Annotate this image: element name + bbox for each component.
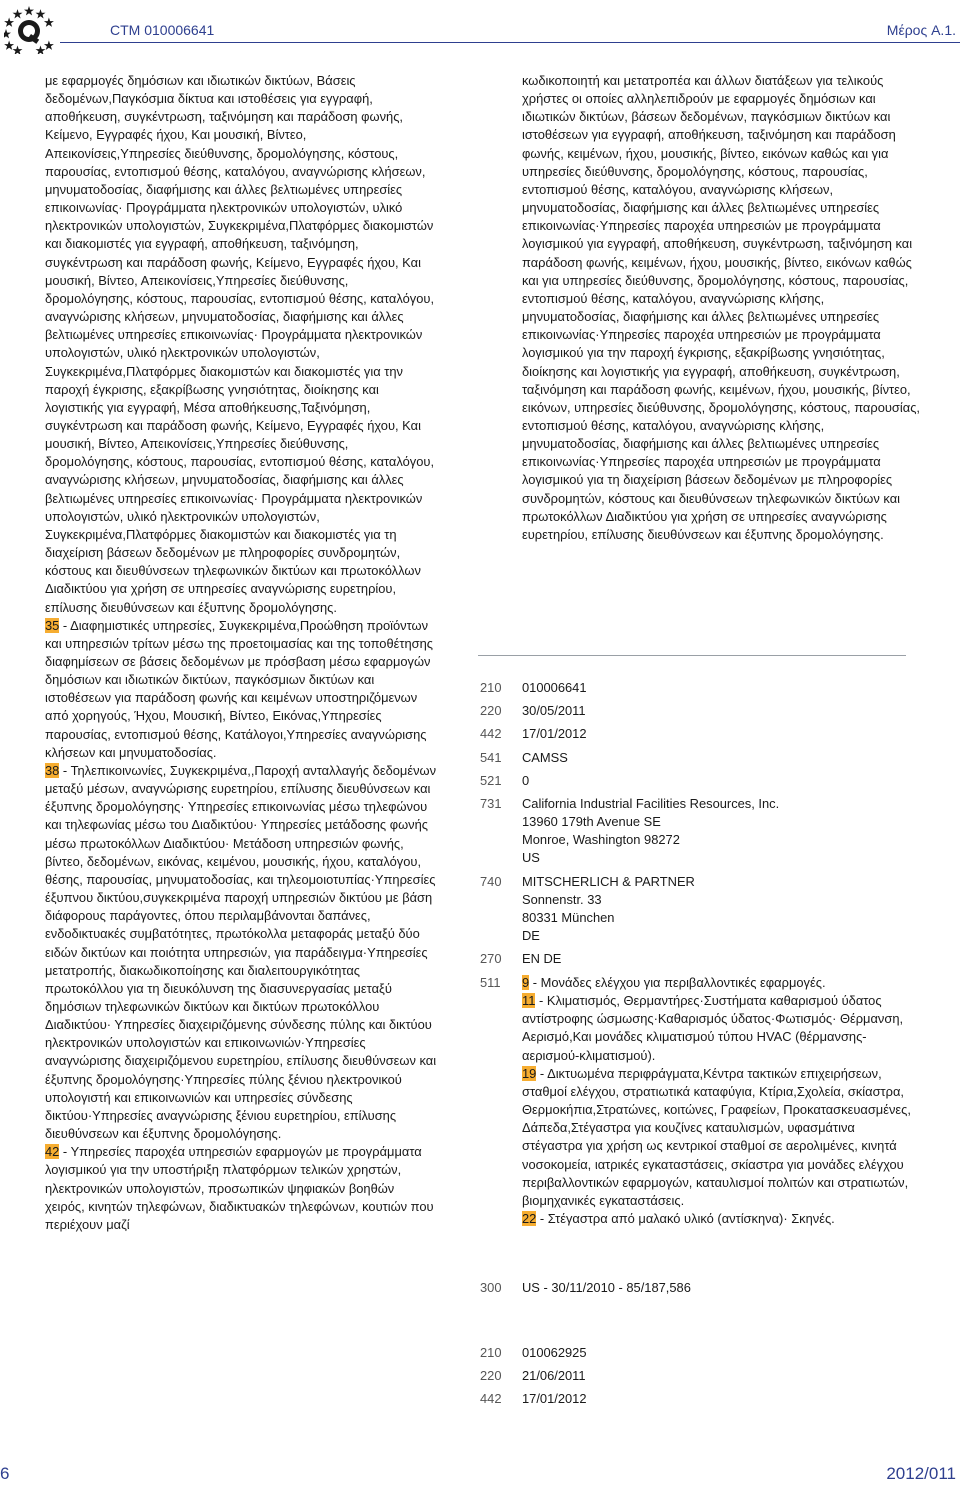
field-code: 210 bbox=[480, 680, 502, 695]
header-divider bbox=[60, 42, 960, 43]
class-22-entry bbox=[522, 1210, 912, 1228]
applicant-city: Monroe, Washington 98272 bbox=[522, 832, 680, 848]
class-35-text: - Διαφημιστικές υπηρεσίες, Συγκεκριμένα,Προώθηση προϊόντων και υπηρεσιών τρίτων μέσω της προετοιμασίας και της τοποθέτησης διαφημίσεων σε βάσεις δεδομένων με πρόσβαση μέσω εφαρμογών δημόσιων και ιδιωτικών δικτύων, παγκόσμιων δικτύων και ιστοθέσεων για παράδοση φωνής και κειμένων υποστηριζόμενων από χορηγούς, Ήχου, Μουσική, Βίντεο, Εικόνας,Υπηρεσίες παρουσίας, εντοπισμού θέσης, Κατάλογοι,Υπηρεσίες αναγνώρισης κλήσεων και μηνυματοδοσίας. bbox=[45, 617, 433, 760]
class-9-text: - Μονάδες ελέγχου για περιβαλλοντικές εφαρμογές. bbox=[529, 975, 826, 990]
field-code: 731 bbox=[480, 796, 502, 811]
field-code: 442 bbox=[480, 1391, 502, 1406]
representative-country: DE bbox=[522, 928, 540, 944]
applicant-street: 13960 179th Avenue SE bbox=[522, 814, 661, 830]
document-id: CTM 010006641 bbox=[110, 22, 215, 38]
class-35-entry bbox=[45, 617, 437, 762]
goods-text-continued: με εφαρμογές δημόσιων και ιδιωτικών δικτύων, Βάσεις δεδομένων,Παγκόσμια δίκτυα και ιστοθέσεις για εγγραφή, αποθήκευση, συγκέντρωση, ταξινόμηση και παράδοση φωνής, Κείμενο, Εγγραφές ήχου, Και μουσική, Βίντεο, Απεικονίσεις,Υπηρεσίες διεύθυνσης, δρομολόγησης, κόστους, παρουσίας, εντοπισμού θέσης, καταλόγου, αναγνώρισης κλήσεων, μηνυματοδοσίας, διαφήμισης και άλλες βελτιωμένες υπηρεσίες επικοινωνίας· Προγράμματα ηλεκτρονικών υπολογιστών, υλικό ηλεκτρονικών υπολογιστών, Συγκεκριμένα,Πλατφόρμες διακομιστών και διακομιστές για εγγραφή, αποθήκευση, ταξινόμηση, συγκέντρωση και παράδοση φωνής, Κείμενο, Εγγραφές ήχου, Και μουσική, Βίντεο, Απεικονίσεις,Υπηρεσίες διεύθυνσης, δρομολόγησης, κόστους, παρουσίας, εντοπισμού θέσης, καταλόγου, αναγνώρισης κλήσεων, μηνυματοδοσίας, διαφήμισης και άλλες βελτιωμένες υπηρεσίες επικοινωνίας· Προγράμματα ηλεκτρονικών υπολογιστών, υλικό ηλεκτρονικών υπολογιστών, Συγκεκριμένα,Πλατφόρμες διακομιστών και διακομιστές για την παροχή έγκρισης, εξακρίβωσης γνησιότητας, διοίκησης και λογιστικής για εγγραφή, Μέσα αποθήκευσης,Ταξινόμηση, συγκέντρωση και παράδοση φωνής, Κείμενο, Εγγραφές ήχου, Και μουσική, Βίντεο, Απεικονίσεις,Υπηρεσίες διεύθυνσης, δρομολόγησης, κόστους, παρουσίας, εντοπισμού θέσης, καταλόγου, αναγνώρισης κλήσεων, μηνυματοδοσίας, διαφήμισης και άλλες βελτιωμένες υπηρεσίες επικοινωνίας· Προγράμματα ηλεκτρονικών υπολογιστών, υλικό ηλεκτρονικών υπολογιστών, Συγκεκριμένα,Πλατφόρμες διακομιστών και διακομιστές για τη διαχείριση βάσεων δεδομένων με πληροφορίες συνδρομητών, κόστους και διευθύνσεων τηλεφωνικών δικτύων και πρωτοκόλλων Διαδικτύου για χρήση σε υπηρεσίες αναγνώρισης ευρετηρίου, επίλυσης διευθύνσεων και έξυπνης δρομολόγησης. bbox=[45, 73, 435, 615]
left-column bbox=[45, 72, 437, 1234]
right-column-text bbox=[522, 72, 922, 544]
field-code: 541 bbox=[480, 750, 502, 765]
applicant-address bbox=[522, 795, 912, 868]
field-value: 010062925 bbox=[522, 1345, 587, 1360]
class-42-continued: κωδικοποιητή και μετατροπέα και άλλων διατάξεων για τελικούς χρήστες οι οποίες αλληλεπιδρούν με εφαρμογές δημόσιων και ιδιωτικών δικτύων, βάσεων δεδομένων, παγκόσμιων δικτύων και ιστοθέσεων για εγγραφή, αποθήκευση, ταξινόμηση και παράδοση φωνής, κειμένων, ήχου, μουσικής, βίντεο, εικόνων καθώς και για υπηρεσίες διεύθυνσης, δρομολόγησης, κόστους, παρουσίας, εντοπισμού θέσης, καταλόγου, αναγνώρισης κλήσεων, μηνυματοδοσίας, διαφήμισης και άλλες βελτιωμένες υπηρεσίες επικοινωνίας·Υπηρεσίες παροχέα υπηρεσιών με προγράμματα λογισμικού για εγγραφή, αποθήκευση, συγκέντρωση, ταξινόμηση και παράδοση φωνής, κειμένων, ήχου, μουσικής, βίντεο, εικόνων καθώς και για υπηρεσίες διεύθυνσης, δρομολόγησης, κόστους, παρουσίας, εντοπισμού θέσης, καταλόγου, αναγνώρισης κλήσης, μηνυματοδοσίας, διαφήμισης και άλλες βελτιωμένες υπηρεσίες επικοινωνίας·Υπηρεσίες παροχέα υπηρεσιών με προγράμματα λογισμικού για την παροχή έγκρισης, εξακρίβωσης γνησιότητας, διοίκησης και λογιστικής για εγγραφή, αποθήκευση, συγκέντρωση, ταξινόμηση και παράδοση φωνής, κειμένων, ήχου, μουσικής, βίντεο, εικόνων, υπηρεσίες διεύθυνσης, δρομολόγησης, κόστους, παρουσίας, εντοπισμού θέσης, καταλόγου, αναγνώρισης κλήσης, μηνυματοδοσίας, διαφήμισης και άλλες βελτιωμένες υπηρεσίες επικοινωνίας·Υπηρεσίες παροχέα υπηρεσιών με προγράμματα λογισμικού για τη διαχείριση βάσεων δεδομένων με πληροφορίες συνδρομητών, κόστους και διευθύνσεων τηλεφωνικών δικτύων και πρωτοκόλλων Διαδικτύου για χρήση σε υπηρεσίες αναγνώρισης ευρετηρίου, επίλυσης διευθύνσεων και έξυπνης δρομολόγησης. bbox=[522, 73, 920, 542]
representative-name: MITSCHERLICH & PARTNER bbox=[522, 874, 695, 889]
field-code: 300 bbox=[480, 1280, 502, 1295]
class-38-entry bbox=[45, 762, 437, 1143]
field-code: 210 bbox=[480, 1345, 502, 1360]
part-label: Μέρος A.1. bbox=[886, 22, 956, 38]
representative-address bbox=[522, 873, 912, 946]
field-value: US - 30/11/2010 - 85/187,586 bbox=[522, 1280, 691, 1295]
field-value: CAMSS bbox=[522, 750, 568, 765]
page-number: 6 bbox=[0, 1464, 10, 1483]
field-code: 442 bbox=[480, 726, 502, 741]
representative-street: Sonnenstr. 33 bbox=[522, 892, 602, 908]
field-code: 220 bbox=[480, 1368, 502, 1383]
class-11-number: 11 bbox=[522, 993, 536, 1009]
field-value: 21/06/2011 bbox=[522, 1368, 586, 1383]
class-9-number: 9 bbox=[522, 975, 530, 990]
field-code: 511 bbox=[480, 975, 501, 990]
class-38-text: - Τηλεπικοινωνίες, Συγκεκριμένα,,Παροχή ανταλλαγής δεδομένων μεταξύ μέσων, αναγνώρισης ευρετηρίου, επίλυσης διευθύνσεων και έξυπνης δρομολόγησης· Υπηρεσίες επικοινωνίας μέσω τηλεφώνου και τηλεφωνίας μέσω του Διαδικτύου· Υπηρεσίες μετάδοσης φωνής μέσω πρωτοκόλλων Διαδικτύου· Μετάδοση υπηρεσιών φωνής, βίντεο, δεδομένων, εικόνας, κειμένου, μουσικής, ήχου, καταλόγου, θέσης, παρουσίας, μηνυματοδοσίας, και τηλεομοιοτυπίας·Υπηρεσίες έξυπνου δικτύου,συγκεκριμένα παροχή υπηρεσιών δικτύου με βάση διάφορους παράγοντες, όπου περιλαμβάνονται δαπάνες, ενδοδικτυακές συμβατότητες, πρωτόκολλα μεταφοράς μεταξύ δύο ειδών δικτύων και ποιότητα υπηρεσιών, για παράδειγμα·Υπηρεσίες μετατροπής, διακωδικοποίησης και διαλειτουργικότητας πρωτοκόλλου για τη διευκόλυνση της διασυνεργασίας μεταξύ δημόσιων τηλεφωνικών δικτύων και δικτύων πρωτοκόλλου Διαδικτύου· Υπηρεσίες διαχειριζόμενης σύνδεσης πύλης και δικτύου ηλεκτρονικών υπολογιστών και επικοινωνιών·Υπηρεσίες αναγνώρισης διαχειριζόμενου ευρετηρίου, επίλυσης διευθύνσεων και έξυπνης δρομολόγησης·Υπηρεσίες πύλης ξένιου ηλεκτρονικού υπολογιστή και επικοινωνιών και υπηρεσίες σύνδεσης δικτύου·Υπηρεσίες αναγνώρισης ξένιου ευρετηρίου, επίλυσης διευθύνσεων και έξυπνης δρομολόγησης. bbox=[45, 762, 437, 1142]
class-38-number: 38 bbox=[45, 762, 60, 778]
bulletin-issue: 2012/011 bbox=[886, 1464, 956, 1483]
field-value: 0 bbox=[522, 773, 530, 788]
class-9-entry bbox=[522, 974, 912, 992]
representative-city: 80331 München bbox=[522, 910, 615, 926]
class-42-text: - Υπηρεσίες παροχέα υπηρεσιών εφαρμογών με προγράμματα λογισμικού για την υποστήριξη πλατφόρμων τελικών χρηστών, ηλεκτρονικών υπολογιστών, προσωπικών ψηφιακών βοηθών χειρός, κινητών τηλεφώνων, διαδικτυακών τηλεφώνων, κουτιών που περιέχουν μαζί bbox=[45, 1144, 434, 1232]
field-code: 521 bbox=[480, 773, 502, 788]
goods-classes bbox=[522, 974, 912, 1228]
class-19-text: - Δικτυωμένα περιφράγματα,Κέντρα τακτικών επιχειρήσεων, σταθμοί ελέγχου, στρατιωτικά καταφύγια, Κτίρια,Σχολεία, σκίαστρα, Θερμοκήπια,Στρατώνες, κοιτώνες, Γραφείων, Προκατασκευασμένες, Δάπεδα,Στέγαστρα για κουζίνες καταυλισμών, υφασμάτινα στέγαστρα για χρήση ως κεντρικοί σταθμοί σε αερολιμένες, κινητά νοσοκομεία, ιατρικές εγκαταστάσεις, σκίαστρα για μονάδες ελέγχου περιβαλλοντικών εφαρμογών, καταυλισμοί πολιτών και στρατιωτών, βιομηχανικές εγκαταστάσεις. bbox=[522, 1065, 911, 1208]
field-value: 30/05/2011 bbox=[522, 703, 586, 718]
applicant-country: US bbox=[522, 850, 540, 866]
class-42-number: 42 bbox=[45, 1144, 60, 1160]
applicant-name: California Industrial Facilities Resources, Inc. bbox=[522, 796, 780, 811]
class-42-entry bbox=[45, 1143, 437, 1234]
class-35-number: 35 bbox=[45, 617, 60, 633]
class-19-entry bbox=[522, 1065, 912, 1210]
class-11-entry bbox=[522, 992, 912, 1065]
eu-stars-logo-icon bbox=[4, 4, 54, 54]
field-value: EN DE bbox=[522, 951, 562, 966]
field-value: 010006641 bbox=[522, 680, 587, 695]
record-separator bbox=[478, 655, 906, 656]
field-code: 270 bbox=[480, 951, 502, 966]
field-code: 220 bbox=[480, 703, 502, 718]
class-22-number: 22 bbox=[522, 1211, 537, 1227]
class-11-text: - Κλιματισμός, Θερμαντήρες·Συστήματα καθαρισμού ύδατος αντίστροφης ώσμωσης·Καθαρισμός ύδατος·Φωτισμός· Θέρμανση, Αερισμό,Και μονάδες κλιματισμού τύπου HVAC (θέρμανσης-αερισμού-κλιματισμού). bbox=[522, 993, 904, 1063]
field-value: 17/01/2012 bbox=[522, 726, 587, 741]
class-19-number: 19 bbox=[522, 1065, 537, 1081]
field-value: 17/01/2012 bbox=[522, 1391, 587, 1406]
class-22-text: - Στέγαστρα από μαλακό υλικό (αντίσκηνα)· Σκηνές. bbox=[536, 1211, 835, 1227]
field-code: 740 bbox=[480, 874, 502, 889]
